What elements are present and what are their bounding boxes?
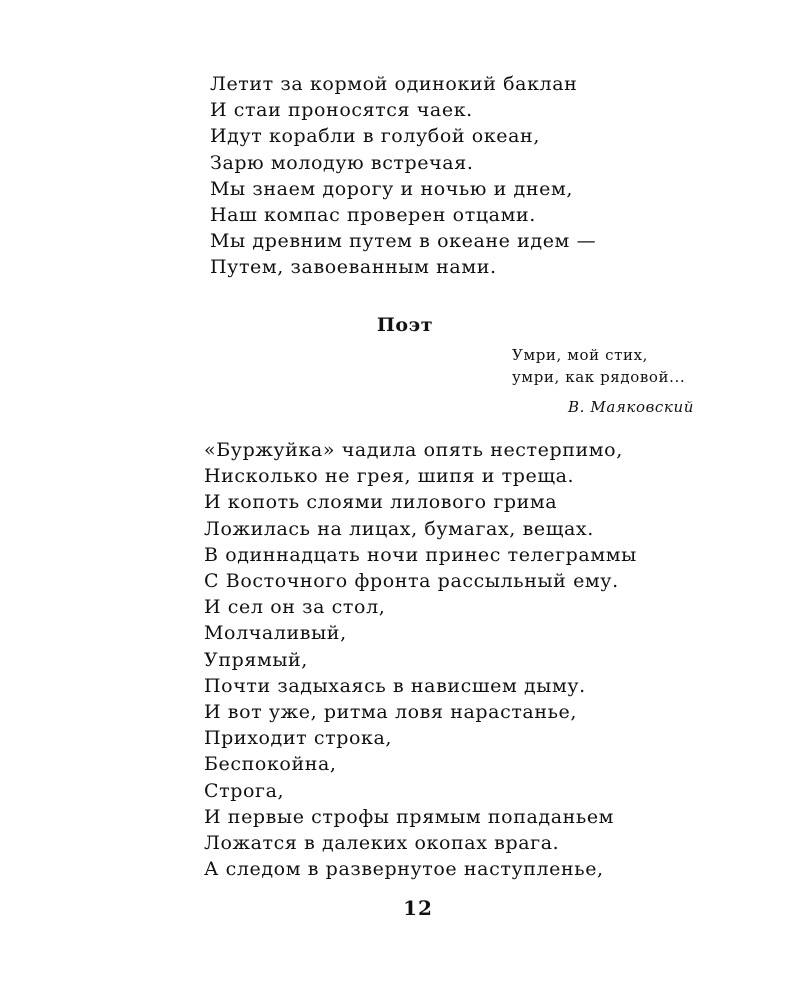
verse-line: Ложатся в далеких окопах врага. — [204, 832, 560, 855]
page-number: 12 — [403, 896, 433, 920]
epigraph-line: умри, как рядовой... — [512, 368, 686, 386]
verse-line: Наш компас проверен отцами. — [210, 204, 536, 227]
verse-line: И первые строфы прямым попаданьем — [204, 805, 615, 828]
verse-line: Приходит строка, — [204, 727, 393, 750]
poem-title: Поэт — [376, 314, 434, 336]
epigraph-author: В. Маяковский — [568, 398, 694, 416]
previous-poem-ending — [210, 71, 596, 281]
verse-line: Путем, завоеванным нами. — [210, 256, 497, 279]
verse-line: И сел он за стол, — [204, 596, 386, 619]
epigraph — [512, 344, 685, 388]
verse-line: С Восточного фронта рассыльный ему. — [204, 570, 619, 593]
verse-line: Мы древним путем в океане идем — — [210, 230, 597, 253]
verse-line: И стаи проносятся чаек. — [210, 99, 473, 122]
verse-line: И вот уже, ритма ловя нарастанье, — [204, 701, 578, 724]
verse-line: Мы знаем дорогу и ночью и днем, — [210, 177, 573, 200]
verse-line: Зарю молодую встречая. — [210, 151, 474, 174]
poem-body — [204, 437, 637, 882]
verse-line: А следом в развернутое наступленье, — [204, 858, 604, 881]
verse-line: Строга, — [204, 779, 285, 802]
verse-line: «Буржуйка» чадила опять нестерпимо, — [204, 439, 623, 461]
verse-line: В одиннадцать ночи принес телеграммы — [204, 543, 637, 566]
verse-line: Беспокойна, — [204, 753, 337, 776]
verse-line: Летит за кормой одинокий баклан — [210, 73, 578, 95]
verse-line: Почти задыхаясь в нависшем дыму. — [204, 674, 586, 697]
epigraph-line: Умри, мой стих, — [512, 346, 649, 364]
verse-line: Идут корабли в голубой океан, — [210, 125, 540, 148]
verse-line: Молчаливый, — [204, 622, 347, 645]
verse-line: Упрямый, — [204, 648, 308, 671]
verse-line: Ложилась на лицах, бумагах, вещах. — [204, 517, 594, 540]
verse-line: Нисколько не грея, шипя и треща. — [204, 465, 575, 488]
verse-line: И копоть слоями лилового грима — [204, 491, 558, 514]
